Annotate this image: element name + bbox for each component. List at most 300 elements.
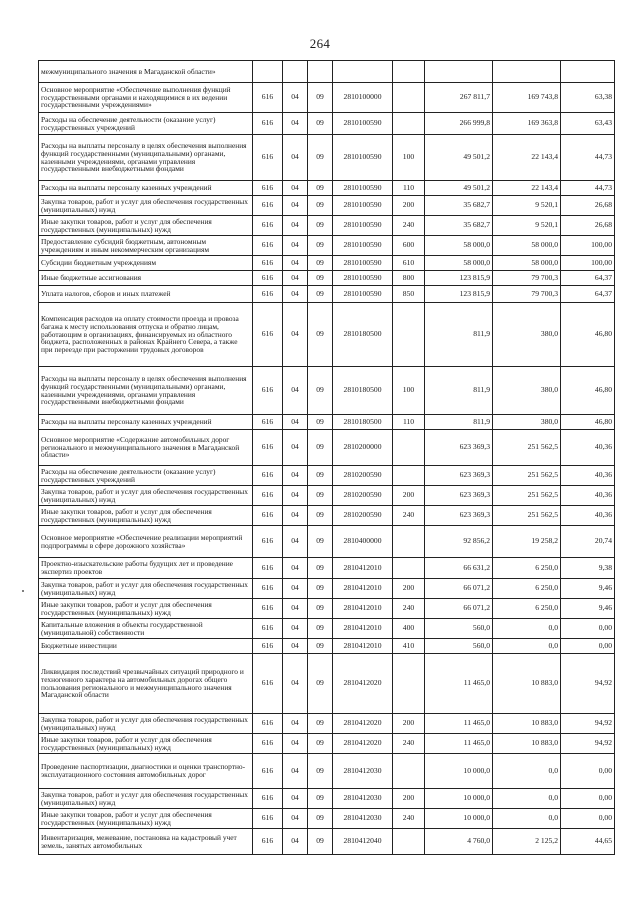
row-grbs: 616 [253, 714, 283, 734]
row-plan: 66 631,2 [425, 558, 493, 579]
row-name: межмуниципального значения в Магаданской области» [39, 61, 253, 83]
row-expense-type: 240 [393, 734, 425, 754]
row-grbs: 616 [253, 216, 283, 236]
row-expense-type: 200 [393, 196, 425, 216]
row-subsection: 09 [308, 113, 333, 135]
row-name: Расходы на выплаты персоналу казенных учреждений [39, 415, 253, 430]
row-section: 04 [283, 654, 308, 714]
row-percent: 0,00 [561, 619, 615, 639]
row-percent: 44,65 [561, 829, 615, 855]
row-plan: 58 000,0 [425, 236, 493, 256]
row-target-item: 2810200590 [333, 506, 393, 526]
row-expense-type: 850 [393, 286, 425, 303]
row-grbs: 616 [253, 486, 283, 506]
row-target-item: 2810200000 [333, 430, 393, 466]
row-percent: 0,00 [561, 754, 615, 789]
row-target-item: 2810180500 [333, 367, 393, 415]
row-subsection: 09 [308, 526, 333, 558]
row-section: 04 [283, 754, 308, 789]
row-plan: 66 071,2 [425, 599, 493, 619]
row-name: Субсидии бюджетным учреждениям [39, 256, 253, 271]
row-percent [561, 61, 615, 83]
row-section: 04 [283, 113, 308, 135]
row-grbs: 616 [253, 415, 283, 430]
row-section: 04 [283, 486, 308, 506]
row-target-item: 2810100590 [333, 286, 393, 303]
row-expense-type [393, 654, 425, 714]
row-executed: 0,0 [493, 789, 561, 809]
row-percent: 46,80 [561, 415, 615, 430]
row-plan: 11 465,0 [425, 654, 493, 714]
row-plan: 35 682,7 [425, 216, 493, 236]
row-section: 04 [283, 256, 308, 271]
row-subsection: 09 [308, 83, 333, 113]
row-percent: 63,38 [561, 83, 615, 113]
table-row [39, 271, 615, 286]
table-row [39, 809, 615, 829]
row-section: 04 [283, 430, 308, 466]
row-section: 04 [283, 829, 308, 855]
row-grbs: 616 [253, 271, 283, 286]
row-percent: 94,92 [561, 654, 615, 714]
row-section: 04 [283, 83, 308, 113]
row-percent: 9,46 [561, 599, 615, 619]
row-subsection: 09 [308, 367, 333, 415]
row-plan: 49 501,2 [425, 135, 493, 181]
row-target-item: 2810100590 [333, 113, 393, 135]
row-section: 04 [283, 558, 308, 579]
row-name: Основное мероприятие «Обеспечение реализации мероприятий подпрограммы в сфере дорожного хозяйства» [39, 526, 253, 558]
row-expense-type: 610 [393, 256, 425, 271]
row-grbs: 616 [253, 113, 283, 135]
row-grbs: 616 [253, 809, 283, 829]
row-expense-type: 200 [393, 714, 425, 734]
row-target-item: 2810100590 [333, 135, 393, 181]
row-section: 04 [283, 809, 308, 829]
row-percent: 100,00 [561, 236, 615, 256]
row-plan: 10 000,0 [425, 809, 493, 829]
row-target-item: 2810412020 [333, 654, 393, 714]
row-percent: 63,43 [561, 113, 615, 135]
row-percent: 0,00 [561, 639, 615, 654]
row-subsection: 09 [308, 135, 333, 181]
row-percent: 64,37 [561, 271, 615, 286]
row-grbs: 616 [253, 303, 283, 367]
row-target-item: 2810412020 [333, 714, 393, 734]
row-expense-type: 200 [393, 579, 425, 599]
row-grbs: 616 [253, 526, 283, 558]
row-name: Основное мероприятие «Содержание автомобильных дорог регионального и межмуниципального значения в Магаданской области» [39, 430, 253, 466]
row-subsection: 09 [308, 286, 333, 303]
row-percent: 44,73 [561, 135, 615, 181]
row-percent: 44,73 [561, 181, 615, 196]
row-name: Капитальные вложения в объекты государственной (муниципальной) собственности [39, 619, 253, 639]
row-executed: 79 700,3 [493, 286, 561, 303]
table-row [39, 236, 615, 256]
row-name: Предоставление субсидий бюджетным, автономным учреждениям и иным некоммерческим организациям [39, 236, 253, 256]
row-subsection: 09 [308, 506, 333, 526]
row-target-item: 2810412010 [333, 599, 393, 619]
row-target-item: 2810412010 [333, 558, 393, 579]
row-percent: 46,80 [561, 367, 615, 415]
row-subsection: 09 [308, 654, 333, 714]
row-plan: 623 369,3 [425, 506, 493, 526]
row-target-item: 2810100590 [333, 236, 393, 256]
row-target-item: 2810412030 [333, 789, 393, 809]
table-row [39, 639, 615, 654]
row-target-item: 2810100590 [333, 256, 393, 271]
row-subsection: 09 [308, 639, 333, 654]
row-section: 04 [283, 599, 308, 619]
row-executed: 169 363,8 [493, 113, 561, 135]
scan-speck [22, 590, 24, 592]
row-grbs: 616 [253, 789, 283, 809]
table-body [39, 61, 615, 855]
row-grbs: 616 [253, 430, 283, 466]
row-target-item: 2810200590 [333, 466, 393, 486]
row-target-item: 2810412030 [333, 809, 393, 829]
row-name: Иные закупки товаров, работ и услуг для обеспечения государственных (муниципальных) нужд [39, 599, 253, 619]
row-target-item: 2810412010 [333, 639, 393, 654]
table-row [39, 599, 615, 619]
row-name: Иные бюджетные ассигнования [39, 271, 253, 286]
row-grbs: 616 [253, 599, 283, 619]
table-row [39, 303, 615, 367]
row-grbs: 616 [253, 236, 283, 256]
row-executed: 251 562,5 [493, 466, 561, 486]
row-grbs: 616 [253, 83, 283, 113]
row-grbs: 616 [253, 754, 283, 789]
row-plan: 10 000,0 [425, 789, 493, 809]
row-executed: 10 883,0 [493, 654, 561, 714]
row-executed: 2 125,2 [493, 829, 561, 855]
row-name: Иные закупки товаров, работ и услуг для обеспечения государственных (муниципальных) нужд [39, 809, 253, 829]
row-section: 04 [283, 303, 308, 367]
row-executed: 6 250,0 [493, 579, 561, 599]
table-row [39, 216, 615, 236]
row-plan: 4 760,0 [425, 829, 493, 855]
row-section: 04 [283, 135, 308, 181]
row-section: 04 [283, 286, 308, 303]
row-name: Расходы на выплаты персоналу в целях обеспечения выполнения функций государственными (муниципальными) органами, казенными учреждениями, органами управления государственными внебюджетными фондами [39, 135, 253, 181]
row-section: 04 [283, 415, 308, 430]
row-executed: 22 143,4 [493, 181, 561, 196]
row-executed [493, 61, 561, 83]
row-expense-type [393, 829, 425, 855]
row-expense-type: 800 [393, 271, 425, 286]
row-expense-type [393, 526, 425, 558]
row-subsection: 09 [308, 714, 333, 734]
row-grbs: 616 [253, 734, 283, 754]
row-expense-type [393, 754, 425, 789]
row-name: Расходы на обеспечение деятельности (оказание услуг) государственных учреждений [39, 113, 253, 135]
row-name: Закупка товаров, работ и услуг для обеспечения государственных (муниципальных) нужд [39, 789, 253, 809]
row-target-item: 2810400000 [333, 526, 393, 558]
row-percent: 46,80 [561, 303, 615, 367]
row-grbs: 616 [253, 579, 283, 599]
table-row [39, 430, 615, 466]
row-plan: 49 501,2 [425, 181, 493, 196]
row-expense-type [393, 113, 425, 135]
row-plan [425, 61, 493, 83]
table-row [39, 286, 615, 303]
row-name: Проведение паспортизации, диагностики и оценки транспортно-эксплуатационного состояния автомобильных дорог [39, 754, 253, 789]
table-row [39, 619, 615, 639]
row-executed: 0,0 [493, 619, 561, 639]
row-name: Расходы на обеспечение деятельности (оказание услуг) государственных учреждений [39, 466, 253, 486]
row-grbs: 616 [253, 619, 283, 639]
table-row [39, 734, 615, 754]
row-expense-type: 110 [393, 415, 425, 430]
row-section: 04 [283, 196, 308, 216]
row-percent: 94,92 [561, 714, 615, 734]
row-subsection: 09 [308, 619, 333, 639]
row-expense-type [393, 83, 425, 113]
row-subsection: 09 [308, 466, 333, 486]
row-expense-type: 200 [393, 486, 425, 506]
row-expense-type [393, 430, 425, 466]
table-row [39, 526, 615, 558]
row-percent: 40,36 [561, 430, 615, 466]
row-grbs: 616 [253, 256, 283, 271]
row-percent: 20,74 [561, 526, 615, 558]
row-target-item: 2810100590 [333, 181, 393, 196]
row-expense-type: 240 [393, 216, 425, 236]
row-executed: 0,0 [493, 809, 561, 829]
row-section: 04 [283, 216, 308, 236]
row-expense-type: 240 [393, 809, 425, 829]
row-percent: 100,00 [561, 256, 615, 271]
row-subsection: 09 [308, 181, 333, 196]
row-plan: 560,0 [425, 619, 493, 639]
row-subsection: 09 [308, 303, 333, 367]
row-plan: 623 369,3 [425, 486, 493, 506]
row-section: 04 [283, 619, 308, 639]
row-plan: 123 815,9 [425, 271, 493, 286]
row-subsection [308, 61, 333, 83]
row-name: Инвентаризация, межевание, постановка на кадастровый учет земель, занятых автомобильных [39, 829, 253, 855]
row-name: Закупка товаров, работ и услуг для обеспечения государственных (муниципальных) нужд [39, 196, 253, 216]
row-expense-type: 100 [393, 135, 425, 181]
row-expense-type [393, 558, 425, 579]
row-plan: 35 682,7 [425, 196, 493, 216]
table-row [39, 829, 615, 855]
table-row [39, 83, 615, 113]
row-section: 04 [283, 181, 308, 196]
row-subsection: 09 [308, 271, 333, 286]
row-name: Основное мероприятие «Обеспечение выполнения функций государственными органами и находящимися в их ведении государственными учреждениями» [39, 83, 253, 113]
row-executed: 380,0 [493, 303, 561, 367]
table-row [39, 61, 615, 83]
row-plan: 560,0 [425, 639, 493, 654]
table-row [39, 415, 615, 430]
row-subsection: 09 [308, 415, 333, 430]
row-expense-type [393, 303, 425, 367]
row-target-item [333, 61, 393, 83]
row-target-item: 2810412010 [333, 619, 393, 639]
row-subsection: 09 [308, 579, 333, 599]
row-executed: 10 883,0 [493, 734, 561, 754]
row-grbs [253, 61, 283, 83]
row-expense-type: 110 [393, 181, 425, 196]
row-target-item: 2810100000 [333, 83, 393, 113]
row-grbs: 616 [253, 367, 283, 415]
row-section: 04 [283, 466, 308, 486]
table-row [39, 113, 615, 135]
row-percent: 64,37 [561, 286, 615, 303]
table-row [39, 579, 615, 599]
row-grbs: 616 [253, 558, 283, 579]
row-grbs: 616 [253, 286, 283, 303]
row-percent: 94,92 [561, 734, 615, 754]
table-row [39, 486, 615, 506]
row-subsection: 09 [308, 236, 333, 256]
row-subsection: 09 [308, 599, 333, 619]
table-row [39, 135, 615, 181]
row-section: 04 [283, 236, 308, 256]
row-subsection: 09 [308, 829, 333, 855]
row-plan: 811,9 [425, 303, 493, 367]
row-percent: 0,00 [561, 809, 615, 829]
row-target-item: 2810180500 [333, 303, 393, 367]
row-expense-type [393, 61, 425, 83]
row-percent: 26,68 [561, 216, 615, 236]
row-executed: 251 562,5 [493, 430, 561, 466]
row-section: 04 [283, 639, 308, 654]
row-subsection: 09 [308, 789, 333, 809]
row-plan: 267 811,7 [425, 83, 493, 113]
row-plan: 11 465,0 [425, 714, 493, 734]
row-executed: 19 258,2 [493, 526, 561, 558]
row-executed: 380,0 [493, 367, 561, 415]
row-name: Расходы на выплаты персоналу казенных учреждений [39, 181, 253, 196]
table-row [39, 367, 615, 415]
row-executed: 0,0 [493, 639, 561, 654]
table-row [39, 256, 615, 271]
row-section: 04 [283, 271, 308, 286]
row-subsection: 09 [308, 734, 333, 754]
row-section: 04 [283, 734, 308, 754]
row-grbs: 616 [253, 654, 283, 714]
row-plan: 66 071,2 [425, 579, 493, 599]
row-target-item: 2810200590 [333, 486, 393, 506]
row-subsection: 09 [308, 558, 333, 579]
row-grbs: 616 [253, 135, 283, 181]
row-plan: 811,9 [425, 415, 493, 430]
row-section: 04 [283, 367, 308, 415]
row-section: 04 [283, 579, 308, 599]
row-expense-type: 100 [393, 367, 425, 415]
row-name: Закупка товаров, работ и услуг для обеспечения государственных (муниципальных) нужд [39, 579, 253, 599]
row-grbs: 616 [253, 639, 283, 654]
row-section: 04 [283, 789, 308, 809]
row-expense-type: 600 [393, 236, 425, 256]
row-name: Закупка товаров, работ и услуг для обеспечения государственных (муниципальных) нужд [39, 486, 253, 506]
row-name: Компенсация расходов на оплату стоимости проезда и провоза багажа к месту использования отпуска и обратно лицам, работающим в организациях, финансируемых из областного бюджета, расположенных в районах Крайнего Севера, а также при переезде при расторжении трудовых договоров [39, 303, 253, 367]
row-grbs: 616 [253, 829, 283, 855]
row-executed: 251 562,5 [493, 506, 561, 526]
row-name: Уплата налогов, сборов и иных платежей [39, 286, 253, 303]
row-grbs: 616 [253, 506, 283, 526]
row-name: Иные закупки товаров, работ и услуг для обеспечения государственных (муниципальных) нужд [39, 506, 253, 526]
table-row [39, 506, 615, 526]
row-section: 04 [283, 506, 308, 526]
row-executed: 9 520,1 [493, 196, 561, 216]
row-section: 04 [283, 526, 308, 558]
row-executed: 169 743,8 [493, 83, 561, 113]
row-executed: 251 562,5 [493, 486, 561, 506]
table-row [39, 714, 615, 734]
row-target-item: 2810412020 [333, 734, 393, 754]
row-section: 04 [283, 714, 308, 734]
row-subsection: 09 [308, 754, 333, 789]
row-subsection: 09 [308, 256, 333, 271]
row-expense-type [393, 466, 425, 486]
row-executed: 58 000,0 [493, 256, 561, 271]
row-section [283, 61, 308, 83]
row-expense-type: 240 [393, 506, 425, 526]
row-name: Иные закупки товаров, работ и услуг для обеспечения государственных (муниципальных) нужд [39, 734, 253, 754]
row-percent: 40,36 [561, 466, 615, 486]
row-percent: 40,36 [561, 486, 615, 506]
row-plan: 92 856,2 [425, 526, 493, 558]
row-target-item: 2810100590 [333, 216, 393, 236]
row-plan: 266 999,8 [425, 113, 493, 135]
row-executed: 0,0 [493, 754, 561, 789]
row-subsection: 09 [308, 809, 333, 829]
row-target-item: 2810100590 [333, 271, 393, 286]
row-name: Ликвидация последствий чрезвычайных ситуаций природного и техногенного характера на автомобильных дорогах общего пользования регионального и межмуниципального значения Магаданской области [39, 654, 253, 714]
row-name: Иные закупки товаров, работ и услуг для обеспечения государственных (муниципальных) нужд [39, 216, 253, 236]
row-target-item: 2810180500 [333, 415, 393, 430]
row-subsection: 09 [308, 430, 333, 466]
row-executed: 6 250,0 [493, 558, 561, 579]
row-percent: 40,36 [561, 506, 615, 526]
row-expense-type: 400 [393, 619, 425, 639]
row-plan: 623 369,3 [425, 466, 493, 486]
row-executed: 22 143,4 [493, 135, 561, 181]
row-executed: 6 250,0 [493, 599, 561, 619]
table-row [39, 754, 615, 789]
row-percent: 0,00 [561, 789, 615, 809]
row-name: Закупка товаров, работ и услуг для обеспечения государственных (муниципальных) нужд [39, 714, 253, 734]
page-number: 264 [309, 36, 331, 51]
row-executed: 380,0 [493, 415, 561, 430]
row-target-item: 2810412010 [333, 579, 393, 599]
row-executed: 9 520,1 [493, 216, 561, 236]
row-grbs: 616 [253, 196, 283, 216]
row-plan: 811,9 [425, 367, 493, 415]
table-row [39, 789, 615, 809]
row-name: Бюджетные инвестиции [39, 639, 253, 654]
row-executed: 79 700,3 [493, 271, 561, 286]
row-executed: 10 883,0 [493, 714, 561, 734]
row-plan: 123 815,9 [425, 286, 493, 303]
row-subsection: 09 [308, 486, 333, 506]
table-row [39, 654, 615, 714]
row-name: Расходы на выплаты персоналу в целях обеспечения выполнения функций государственными (муниципальными) органами, казенными учреждениями, органами управления государственными внебюджетными фондами [39, 367, 253, 415]
row-target-item: 2810412040 [333, 829, 393, 855]
row-name: Проектно-изыскательские работы будущих лет и проведение экспертиз проектов [39, 558, 253, 579]
row-plan: 58 000,0 [425, 256, 493, 271]
row-expense-type: 410 [393, 639, 425, 654]
row-plan: 10 000,0 [425, 754, 493, 789]
row-plan: 11 465,0 [425, 734, 493, 754]
row-grbs: 616 [253, 466, 283, 486]
row-subsection: 09 [308, 216, 333, 236]
row-expense-type: 200 [393, 789, 425, 809]
row-target-item: 2810412030 [333, 754, 393, 789]
